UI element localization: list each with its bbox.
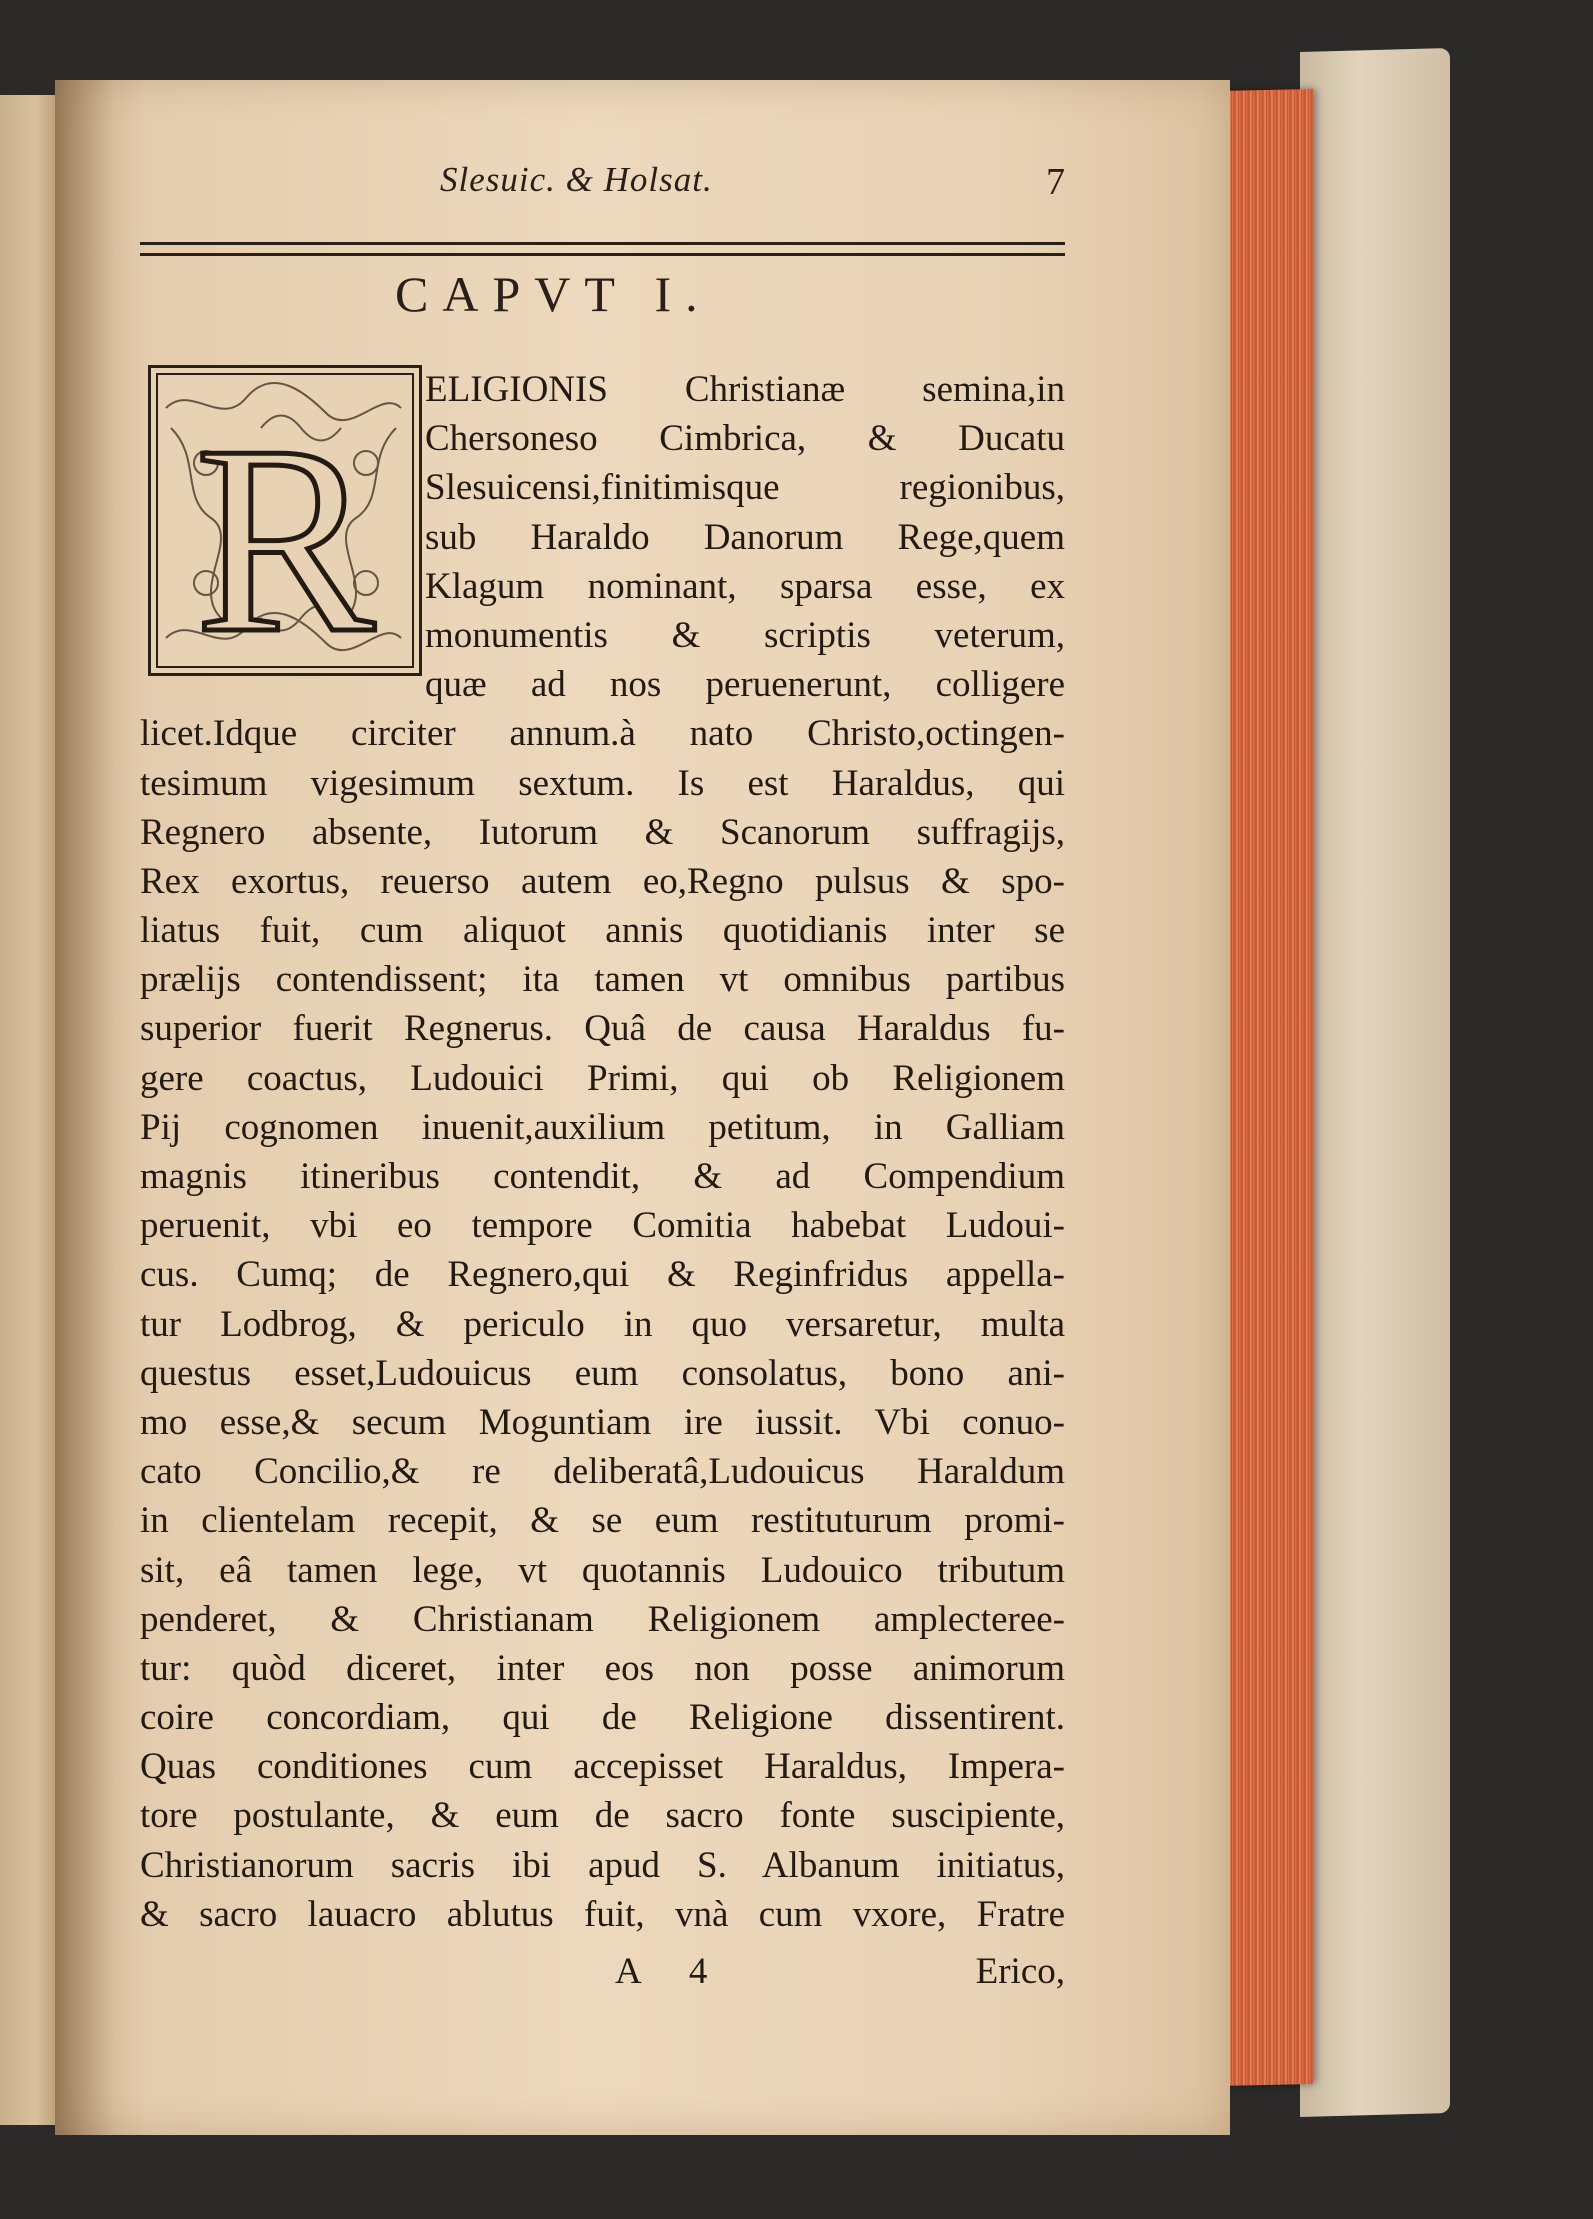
header-rule xyxy=(140,242,1065,256)
text-line: questus esset,Ludouicus eum consolatus, bono ani- xyxy=(140,1352,1065,1394)
text-line: tur: quòd diceret, inter eos non posse animorum xyxy=(140,1647,1065,1689)
chapter-title: CAPVT I. xyxy=(395,266,712,322)
text-line: Rex exortus, reuerso autem eo,Regno pulsus & spo- xyxy=(140,860,1065,902)
svg-text:R: R xyxy=(194,390,376,673)
text-line: Slesuicensi,finitimisque regionibus, xyxy=(425,467,1065,509)
book-cover-edge xyxy=(1300,48,1450,2117)
text-line: magnis itineribus contendit, & ad Compendium xyxy=(140,1156,1065,1197)
page-number: 7 xyxy=(1046,161,1065,203)
text-line: Christianorum sacris ibi apud S. Albanum initiatus, xyxy=(140,1844,1065,1886)
text-line: Pij cognomen inuenit,auxilium petitum, in Galliam xyxy=(140,1106,1065,1148)
text-line: cus. Cumq; de Regnero,qui & Reginfridus appella- xyxy=(140,1254,1065,1296)
text-line: coire concordiam, qui de Religione dissentirent. xyxy=(140,1697,1065,1739)
signature-mark: A 4 xyxy=(615,1951,728,1992)
text-line: tore postulante, & eum de sacro fonte suscipiente, xyxy=(140,1795,1065,1837)
text-line: Klagum nominant, sparsa esse, ex xyxy=(425,565,1065,607)
text-line: sub Haraldo Danorum Rege,quem xyxy=(425,516,1065,558)
text-line: mo esse,& secum Moguntiam ire iussit. Vbi conuo- xyxy=(140,1401,1065,1443)
page-footer xyxy=(140,1950,1065,2000)
decorated-initial-r xyxy=(148,365,422,676)
catchword: Erico, xyxy=(975,1951,1065,1992)
gutter-shadow xyxy=(55,80,115,2135)
previous-page-edge xyxy=(0,95,62,2125)
text-line: Regnero absente, Iutorum & Scanorum suffragijs, xyxy=(140,811,1065,853)
text-line: peruenit, vbi eo tempore Comitia habebat Ludoui- xyxy=(140,1205,1065,1247)
text-line: prælijs contendissent; ita tamen vt omnibus partibus xyxy=(140,959,1065,1001)
text-line: sit, eâ tamen lege, vt quotannis Ludouico tributum xyxy=(140,1549,1065,1591)
text-line: ELIGIONIS Christianæ semina,in xyxy=(425,369,1065,410)
page-header xyxy=(140,160,1065,210)
text-line: & sacro lauacro ablutus fuit, vnà cum vxore, Fratre xyxy=(140,1893,1065,1935)
text-line: superior fuerit Regnerus. Quâ de causa Haraldus fu- xyxy=(140,1008,1065,1050)
text-line: tur Lodbrog, & periculo in quo versaretur, multa xyxy=(140,1303,1065,1345)
text-line: in clientelam recepit, & se eum restituturum promi- xyxy=(140,1500,1065,1542)
text-line: penderet, & Christianam Religionem amplecteree- xyxy=(140,1598,1065,1640)
text-line: licet.Idque circiter annum.à nato Christo,octingen- xyxy=(140,713,1065,755)
text-line: quæ ad nos peruenerunt, colligere xyxy=(425,664,1065,706)
text-line: Chersoneso Cimbrica, & Ducatu xyxy=(425,418,1065,460)
running-head: Slesuic. & Holsat. xyxy=(440,160,713,199)
red-page-edges xyxy=(1218,89,1313,2086)
text-line: liatus fuit, cum aliquot annis quotidianis inter se xyxy=(140,910,1065,952)
text-line: Quas conditiones cum accepisset Haraldus, Impera- xyxy=(140,1746,1065,1788)
text-line: gere coactus, Ludouici Primi, qui ob Religionem xyxy=(140,1057,1065,1099)
text-line: cato Concilio,& re deliberatâ,Ludouicus Haraldum xyxy=(140,1451,1065,1493)
text-line: monumentis & scriptis veterum, xyxy=(425,614,1065,656)
ornament-icon xyxy=(151,368,419,673)
text-line: tesimum vigesimum sextum. Is est Haraldus, qui xyxy=(140,762,1065,804)
